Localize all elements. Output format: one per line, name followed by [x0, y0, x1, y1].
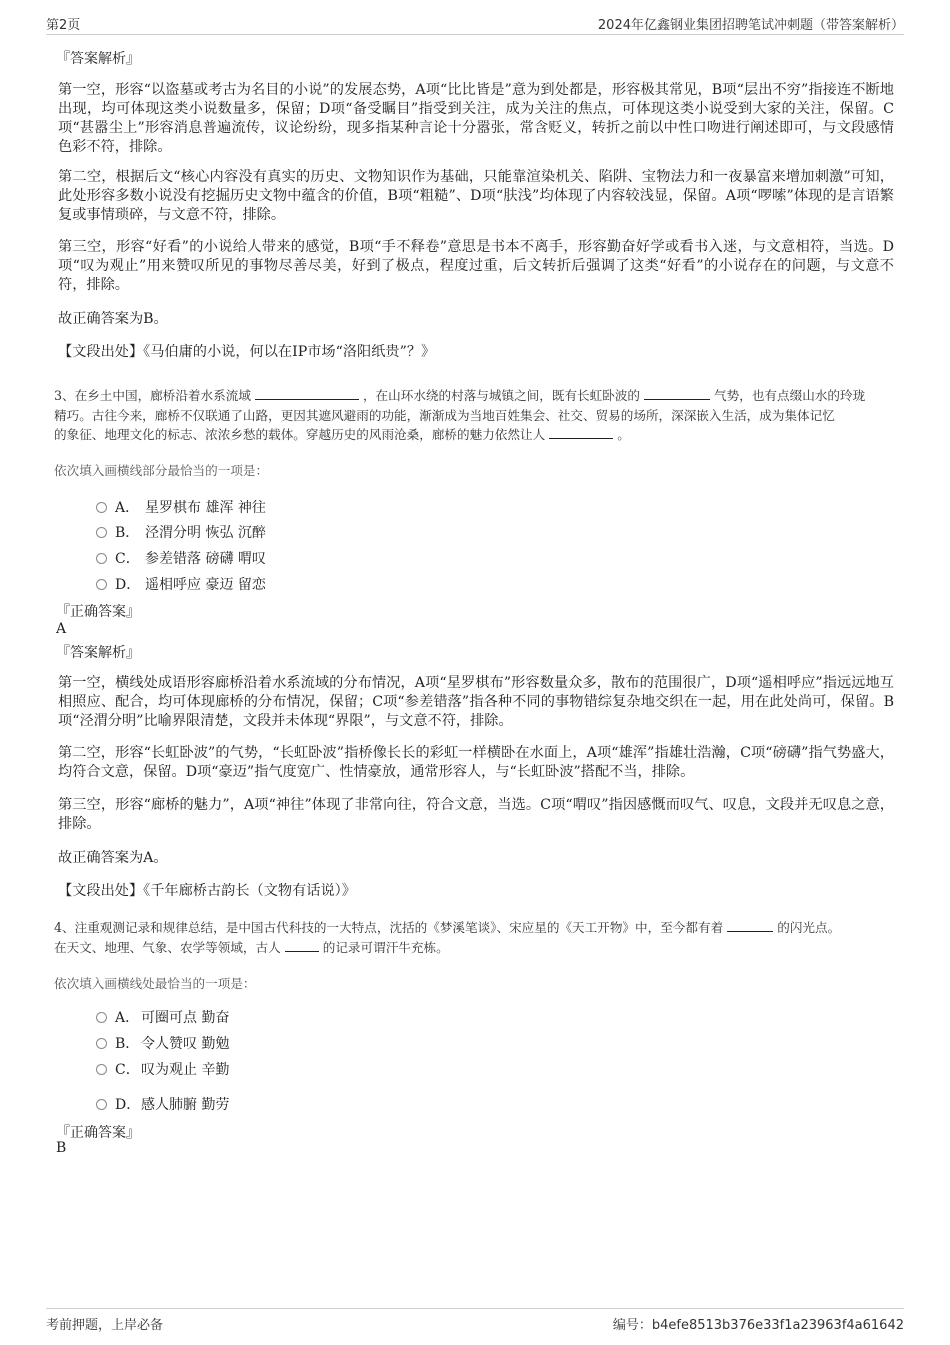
document-id: 编号：b4efe8513b376e33f1a23963f4a61642	[612, 1318, 904, 1333]
option-a[interactable]	[96, 1007, 229, 1027]
question-text-segment: 气势，也有点缀山水的玲珑	[714, 388, 866, 403]
correct-answer: B	[56, 1140, 67, 1156]
fill-blank	[285, 939, 319, 952]
option-text: 遥相呼应 豪迈 留恋	[145, 577, 266, 593]
question-3-text	[54, 386, 896, 445]
question-text-line: 精巧。古往今来，廊桥不仅联通了山路，更因其遮风避雨的功能，渐渐成为当地百姓集会、社交、贸易的场所，深深嵌入生活，成为集体记忆	[54, 407, 835, 423]
option-letter: B．	[115, 1036, 140, 1052]
radio-icon[interactable]	[96, 527, 107, 538]
radio-icon[interactable]	[96, 1099, 107, 1110]
question-prompt: 依次填入画横线处最恰当的一项是：	[54, 976, 256, 991]
option-text: 令人赞叹 勤勉	[141, 1036, 230, 1052]
question-text-segment: 的记录可谓汗牛充栋。	[322, 939, 449, 955]
question-text-segment: 。	[617, 427, 630, 442]
source-citation: 【文段出处】《马伯庸的小说，何以在IP市场“洛阳纸贵”？》	[58, 344, 436, 360]
analysis-paragraph: 第二空，根据后文“核心内容没有真实的历史、文物知识作为基础，只能靠渲染机关、陷阱、宝物法力和一夜暴富来增加刺激”可知，此处形容多数小说没有挖掘历史文物中蕴含的价值，B项“粗糙”、D项“肤浅”均体现了内容较浅显，保留。A项“啰嗦”体现的是言语繁复或事情琐碎，与文意不符，排除。	[58, 169, 894, 223]
option-letter: C．	[115, 551, 140, 567]
source-citation: 【文段出处】《千年廊桥古韵长（文物有话说）》	[58, 883, 356, 899]
question-text-segment: 在天文、地理、气象、农学等领域，古人	[54, 939, 281, 955]
conclusion: 故正确答案为B。	[58, 311, 168, 327]
question-prompt: 依次填入画横线部分最恰当的一项是：	[54, 463, 269, 478]
option-text: 叹为观止 辛勤	[141, 1062, 230, 1078]
document-title: 2024年亿鑫钢业集团招聘笔试冲刺题（带答案解析）	[597, 18, 904, 33]
footer-slogan: 考前押题，上岸必备	[46, 1318, 164, 1333]
option-d[interactable]	[96, 574, 266, 594]
option-c[interactable]	[96, 1059, 229, 1079]
option-letter: A．	[115, 500, 140, 516]
option-text: 感人肺腑 勤劳	[141, 1097, 230, 1113]
radio-icon[interactable]	[96, 1038, 107, 1049]
option-a[interactable]	[96, 497, 266, 517]
analysis-paragraph: 第三空，形容“廊桥的魅力”，A项“神往”体现了非常向往，符合文意，当选。C项“喟叹”指因感慨而叹气、叹息，文段并无叹息之意，排除。	[58, 797, 894, 832]
option-b[interactable]	[96, 522, 266, 542]
question-text-segment: ，在山环水绕的村落与城镇之间，既有长虹卧波的	[362, 388, 641, 403]
fill-blank	[644, 387, 710, 400]
analysis-label: 『答案解析』	[56, 51, 140, 67]
correct-answer-label: 『正确答案』	[56, 604, 140, 620]
page-footer	[46, 1308, 904, 1331]
option-letter: A．	[115, 1010, 140, 1026]
option-d[interactable]	[96, 1094, 229, 1114]
option-letter: B．	[115, 525, 140, 541]
option-text: 星罗棋布 雄浑 神往	[145, 500, 266, 516]
radio-icon[interactable]	[96, 579, 107, 590]
radio-icon[interactable]	[96, 1012, 107, 1023]
analysis-paragraph: 第二空，形容“长虹卧波”的气势，“长虹卧波”指桥像长长的彩虹一样横卧在水面上，A项“雄浑”指雄壮浩瀚，C项“磅礴”指气势盛大，均符合文意，保留。D项“豪迈”指气度宽广、性情豪放，通常形容人，与“长虹卧波”搭配不当，排除。	[58, 745, 894, 780]
analysis-paragraph: 第三空，形容“好看”的小说给人带来的感觉，B项“手不释卷”意思是书本不离手，形容勤奋好学或看书入迷，与文意相符，当选。D项“叹为观止”用来赞叹所见的事物尽善尽美，好到了极点，程度过重，后文转折后强调了这类“好看”的小说存在的问题，与文意不符，排除。	[58, 239, 894, 293]
analysis-label: 『答案解析』	[56, 645, 140, 661]
option-letter: C．	[115, 1062, 140, 1078]
question-text-segment: 4、注重观测记录和规律总结，是中国古代科技的一大特点，沈括的《梦溪笔谈》、宋应星的《天工开物》中，至今都有着	[54, 920, 724, 935]
option-b[interactable]	[96, 1033, 229, 1053]
question-text-segment: 的象征、地理文化的标志、浓浓乡愁的载体。穿越历史的风雨沧桑，廊桥的魅力依然让人	[54, 427, 546, 442]
conclusion: 故正确答案为A。	[58, 850, 168, 866]
fill-blank	[255, 387, 359, 400]
option-letter: D．	[115, 577, 141, 593]
question-text-segment: 3、在乡土中国，廊桥沿着水系流域	[54, 388, 251, 403]
analysis-paragraph: 第一空，形容“以盗墓或考古为名目的小说”的发展态势，A项“比比皆是”意为到处都是，形容极其常见，B项“层出不穷”指接连不断地出现，均可体现这类小说数量多，保留；D项“备受瞩目”指受到关注，成为关注的焦点，可体现这类小说受到大家的关注，保留。C项“甚嚣尘上”形容消息普遍流传，议论纷纷，现多指某种言论十分嚣张，常含贬义，转折之前以中性口吻进行阐述即可，与文段感情色彩不符，排除。	[58, 82, 894, 155]
fill-blank	[549, 426, 613, 439]
radio-icon[interactable]	[96, 502, 107, 513]
page-number: 第2页	[46, 18, 81, 33]
correct-answer-label: 『正确答案』	[56, 1125, 140, 1141]
option-text: 可圈可点 勤奋	[141, 1010, 230, 1026]
option-c[interactable]	[96, 548, 266, 568]
option-text: 泾渭分明 恢弘 沉醉	[145, 525, 266, 541]
fill-blank	[727, 919, 773, 932]
question-text-segment: 的闪光点。	[777, 920, 841, 935]
option-letter: D．	[115, 1097, 141, 1113]
correct-answer: A	[56, 621, 67, 637]
radio-icon[interactable]	[96, 1064, 107, 1075]
option-text: 参差错落 磅礴 喟叹	[145, 551, 266, 567]
question-4-text	[54, 918, 896, 957]
radio-icon[interactable]	[96, 553, 107, 564]
page-header	[46, 14, 904, 35]
analysis-paragraph: 第一空，横线处成语形容廊桥沿着水系流域的分布情况，A项“星罗棋布”形容数量众多，散布的范围很广，D项“遥相呼应”指远远地互相照应、配合，均可体现廊桥的分布情况，保留；C项“参差错落”指各种不同的事物错综复杂地交织在一起，用在此处尚可，保留。B项“泾渭分明”比喻界限清楚，文段并未体现“界限”，与文意不符，排除。	[58, 675, 894, 729]
